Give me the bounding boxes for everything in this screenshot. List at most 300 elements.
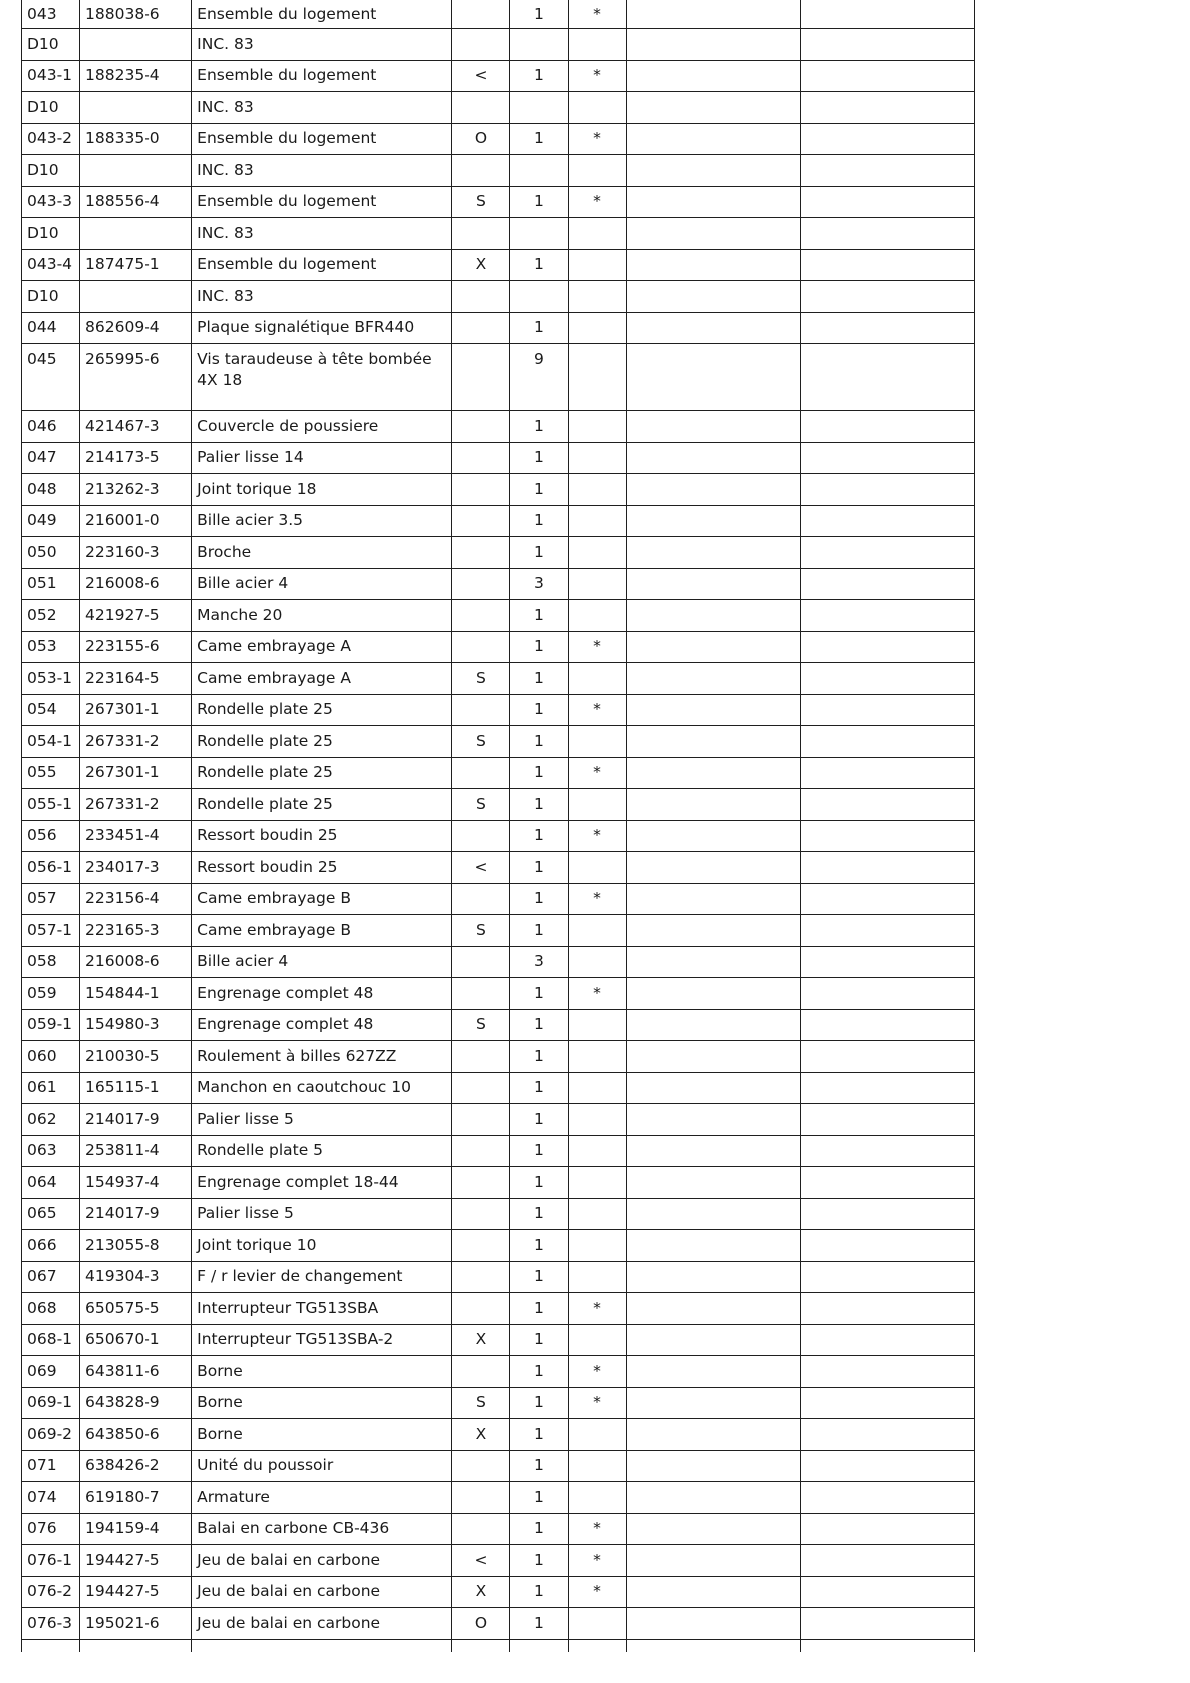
description-cell: Plaque signalétique BFR440 xyxy=(192,312,452,344)
notes-cell xyxy=(626,1135,800,1167)
notes-cell xyxy=(626,474,800,506)
description-cell: Rondelle plate 25 xyxy=(192,726,452,758)
marker-cell xyxy=(568,155,626,187)
quantity-cell: 1 xyxy=(510,312,568,344)
ref-number-cell: 059 xyxy=(22,978,80,1010)
parts-list-page xyxy=(21,0,975,1652)
notes-cell xyxy=(626,1293,800,1325)
table-row xyxy=(22,505,975,537)
empty-cell xyxy=(192,1639,452,1652)
quantity-cell: 1 xyxy=(510,537,568,569)
ref-number-cell: D10 xyxy=(22,92,80,124)
notes-cell xyxy=(800,312,974,344)
marker-cell xyxy=(568,1482,626,1514)
part-number-cell: 421927-5 xyxy=(80,600,192,632)
ref-number-cell: 044 xyxy=(22,312,80,344)
quantity-cell: 1 xyxy=(510,1324,568,1356)
part-number-cell: 862609-4 xyxy=(80,312,192,344)
part-number-cell: 223155-6 xyxy=(80,631,192,663)
marker-cell: * xyxy=(568,1356,626,1388)
description-cell: Rondelle plate 25 xyxy=(192,789,452,821)
table-row xyxy=(22,1576,975,1608)
quantity-cell: 1 xyxy=(510,1482,568,1514)
ref-number-cell: 064 xyxy=(22,1167,80,1199)
variant-code-cell xyxy=(452,1198,510,1230)
description-cell: INC. 83 xyxy=(192,92,452,124)
notes-cell xyxy=(800,344,974,411)
description-cell: Balai en carbone CB-436 xyxy=(192,1513,452,1545)
part-number-cell: 619180-7 xyxy=(80,1482,192,1514)
quantity-cell: 1 xyxy=(510,600,568,632)
marker-cell xyxy=(568,1009,626,1041)
part-number-cell: 267301-1 xyxy=(80,694,192,726)
marker-cell xyxy=(568,312,626,344)
variant-code-cell: X xyxy=(452,249,510,281)
notes-cell xyxy=(800,249,974,281)
notes-cell xyxy=(800,505,974,537)
part-number-cell: 267301-1 xyxy=(80,757,192,789)
marker-cell xyxy=(568,1261,626,1293)
ref-number-cell: 056 xyxy=(22,820,80,852)
part-number-cell: 223164-5 xyxy=(80,663,192,695)
notes-cell xyxy=(800,789,974,821)
notes-cell xyxy=(800,60,974,92)
variant-code-cell xyxy=(452,537,510,569)
notes-cell xyxy=(626,1104,800,1136)
marker-cell xyxy=(568,1324,626,1356)
notes-cell xyxy=(626,820,800,852)
notes-cell xyxy=(800,663,974,695)
marker-cell xyxy=(568,568,626,600)
quantity-cell: 3 xyxy=(510,568,568,600)
part-number-cell: 187475-1 xyxy=(80,249,192,281)
quantity-cell: 1 xyxy=(510,1167,568,1199)
table-row xyxy=(22,474,975,506)
table-row xyxy=(22,820,975,852)
marker-cell: * xyxy=(568,186,626,218)
quantity-cell: 1 xyxy=(510,978,568,1010)
table-row xyxy=(22,1356,975,1388)
notes-cell xyxy=(626,1545,800,1577)
notes-cell xyxy=(626,1041,800,1073)
table-row xyxy=(22,726,975,758)
ref-number-cell: 068 xyxy=(22,1293,80,1325)
notes-cell xyxy=(626,312,800,344)
ref-number-cell: 043 xyxy=(22,0,80,29)
part-number-cell: 643850-6 xyxy=(80,1419,192,1451)
description-cell: Broche xyxy=(192,537,452,569)
notes-cell xyxy=(626,155,800,187)
variant-code-cell: O xyxy=(452,123,510,155)
table-row xyxy=(22,694,975,726)
part-number-cell: 223165-3 xyxy=(80,915,192,947)
table-row xyxy=(22,1261,975,1293)
part-number-cell: 638426-2 xyxy=(80,1450,192,1482)
ref-number-cell: 053-1 xyxy=(22,663,80,695)
table-row xyxy=(22,1167,975,1199)
ref-number-cell: 055-1 xyxy=(22,789,80,821)
ref-number-cell: 067 xyxy=(22,1261,80,1293)
ref-number-cell: 068-1 xyxy=(22,1324,80,1356)
description-cell: Bille acier 4 xyxy=(192,946,452,978)
marker-cell xyxy=(568,915,626,947)
part-number-cell: 233451-4 xyxy=(80,820,192,852)
marker-cell xyxy=(568,281,626,313)
table-row xyxy=(22,1419,975,1451)
notes-cell xyxy=(800,1450,974,1482)
description-cell: Engrenage complet 18-44 xyxy=(192,1167,452,1199)
notes-cell xyxy=(800,1198,974,1230)
notes-cell xyxy=(626,29,800,61)
part-number-cell: 650670-1 xyxy=(80,1324,192,1356)
part-number-cell: 188038-6 xyxy=(80,0,192,29)
quantity-cell: 1 xyxy=(510,1072,568,1104)
table-row xyxy=(22,883,975,915)
table-row-partial xyxy=(22,1639,975,1652)
quantity-cell xyxy=(510,218,568,250)
ref-number-cell: 052 xyxy=(22,600,80,632)
description-cell: Palier lisse 14 xyxy=(192,442,452,474)
marker-cell xyxy=(568,1135,626,1167)
description-cell: Jeu de balai en carbone xyxy=(192,1545,452,1577)
variant-code-cell xyxy=(452,411,510,443)
notes-cell xyxy=(800,1167,974,1199)
notes-cell xyxy=(800,0,974,29)
table-row xyxy=(22,60,975,92)
notes-cell xyxy=(626,883,800,915)
ref-number-cell: 069 xyxy=(22,1356,80,1388)
variant-code-cell xyxy=(452,155,510,187)
notes-cell xyxy=(626,505,800,537)
notes-cell xyxy=(800,946,974,978)
notes-cell xyxy=(626,1513,800,1545)
quantity-cell: 1 xyxy=(510,1545,568,1577)
marker-cell xyxy=(568,29,626,61)
notes-cell xyxy=(626,1009,800,1041)
notes-cell xyxy=(626,123,800,155)
marker-cell: * xyxy=(568,0,626,29)
marker-cell xyxy=(568,1041,626,1073)
marker-cell xyxy=(568,1450,626,1482)
notes-cell xyxy=(626,1608,800,1640)
variant-code-cell xyxy=(452,978,510,1010)
table-row xyxy=(22,1387,975,1419)
part-number-cell: 421467-3 xyxy=(80,411,192,443)
notes-cell xyxy=(800,1293,974,1325)
quantity-cell: 1 xyxy=(510,123,568,155)
ref-number-cell: 057-1 xyxy=(22,915,80,947)
description-cell: Ensemble du logement xyxy=(192,123,452,155)
part-number-cell xyxy=(80,29,192,61)
quantity-cell: 1 xyxy=(510,820,568,852)
quantity-cell xyxy=(510,29,568,61)
description-cell: Borne xyxy=(192,1387,452,1419)
variant-code-cell: S xyxy=(452,789,510,821)
description-cell: Manche 20 xyxy=(192,600,452,632)
variant-code-cell xyxy=(452,1072,510,1104)
notes-cell xyxy=(626,1167,800,1199)
marker-cell xyxy=(568,1167,626,1199)
notes-cell xyxy=(626,631,800,663)
quantity-cell xyxy=(510,155,568,187)
ref-number-cell: 065 xyxy=(22,1198,80,1230)
description-cell: Came embrayage A xyxy=(192,631,452,663)
notes-cell xyxy=(626,694,800,726)
quantity-cell: 1 xyxy=(510,1293,568,1325)
part-number-cell: 154937-4 xyxy=(80,1167,192,1199)
ref-number-cell: 058 xyxy=(22,946,80,978)
part-number-cell xyxy=(80,92,192,124)
ref-number-cell: 050 xyxy=(22,537,80,569)
marker-cell: * xyxy=(568,694,626,726)
variant-code-cell: S xyxy=(452,726,510,758)
marker-cell: * xyxy=(568,1293,626,1325)
ref-number-cell: 074 xyxy=(22,1482,80,1514)
marker-cell xyxy=(568,411,626,443)
table-row xyxy=(22,1072,975,1104)
notes-cell xyxy=(626,186,800,218)
notes-cell xyxy=(626,344,800,411)
quantity-cell: 1 xyxy=(510,852,568,884)
marker-cell xyxy=(568,505,626,537)
quantity-cell: 9 xyxy=(510,344,568,411)
part-number-cell: 194159-4 xyxy=(80,1513,192,1545)
notes-cell xyxy=(626,218,800,250)
variant-code-cell xyxy=(452,442,510,474)
notes-cell xyxy=(800,411,974,443)
notes-cell xyxy=(800,1261,974,1293)
notes-cell xyxy=(800,1608,974,1640)
notes-cell xyxy=(626,946,800,978)
table-row xyxy=(22,218,975,250)
quantity-cell: 1 xyxy=(510,1198,568,1230)
quantity-cell: 1 xyxy=(510,442,568,474)
quantity-cell: 1 xyxy=(510,883,568,915)
notes-cell xyxy=(800,568,974,600)
quantity-cell: 1 xyxy=(510,1513,568,1545)
description-cell: INC. 83 xyxy=(192,29,452,61)
notes-cell xyxy=(800,852,974,884)
ref-number-cell: 056-1 xyxy=(22,852,80,884)
ref-number-cell: 063 xyxy=(22,1135,80,1167)
marker-cell: * xyxy=(568,883,626,915)
notes-cell xyxy=(800,694,974,726)
ref-number-cell: D10 xyxy=(22,29,80,61)
table-row xyxy=(22,852,975,884)
marker-cell: * xyxy=(568,1545,626,1577)
variant-code-cell xyxy=(452,694,510,726)
notes-cell xyxy=(626,757,800,789)
notes-cell xyxy=(626,1419,800,1451)
variant-code-cell: S xyxy=(452,1387,510,1419)
variant-code-cell: < xyxy=(452,852,510,884)
description-cell: Palier lisse 5 xyxy=(192,1198,452,1230)
marker-cell xyxy=(568,218,626,250)
notes-cell xyxy=(800,820,974,852)
part-number-cell: 194427-5 xyxy=(80,1545,192,1577)
ref-number-cell: 043-4 xyxy=(22,249,80,281)
notes-cell xyxy=(626,1072,800,1104)
part-number-cell: 195021-6 xyxy=(80,1608,192,1640)
variant-code-cell xyxy=(452,1041,510,1073)
ref-number-cell: D10 xyxy=(22,281,80,313)
part-number-cell xyxy=(80,281,192,313)
quantity-cell: 1 xyxy=(510,789,568,821)
quantity-cell xyxy=(510,281,568,313)
marker-cell: * xyxy=(568,123,626,155)
empty-cell xyxy=(452,1639,510,1652)
ref-number-cell: 076 xyxy=(22,1513,80,1545)
notes-cell xyxy=(626,789,800,821)
variant-code-cell xyxy=(452,0,510,29)
notes-cell xyxy=(626,1324,800,1356)
table-row xyxy=(22,1482,975,1514)
notes-cell xyxy=(626,281,800,313)
notes-cell xyxy=(800,29,974,61)
variant-code-cell xyxy=(452,820,510,852)
table-row xyxy=(22,1513,975,1545)
notes-cell xyxy=(800,186,974,218)
variant-code-cell xyxy=(452,92,510,124)
notes-cell xyxy=(800,1419,974,1451)
notes-cell xyxy=(626,1482,800,1514)
variant-code-cell: X xyxy=(452,1419,510,1451)
ref-number-cell: 060 xyxy=(22,1041,80,1073)
empty-cell xyxy=(80,1639,192,1652)
variant-code-cell xyxy=(452,883,510,915)
marker-cell xyxy=(568,1072,626,1104)
table-row xyxy=(22,1608,975,1640)
part-number-cell xyxy=(80,218,192,250)
ref-number-cell: 062 xyxy=(22,1104,80,1136)
description-cell: Ensemble du logement xyxy=(192,186,452,218)
ref-number-cell: 051 xyxy=(22,568,80,600)
part-number-cell: 267331-2 xyxy=(80,789,192,821)
table-row xyxy=(22,442,975,474)
notes-cell xyxy=(800,474,974,506)
part-number-cell: 213055-8 xyxy=(80,1230,192,1262)
quantity-cell: 1 xyxy=(510,1135,568,1167)
parts-table-body xyxy=(22,0,975,1652)
table-row xyxy=(22,1450,975,1482)
table-row xyxy=(22,1545,975,1577)
table-row xyxy=(22,600,975,632)
marker-cell xyxy=(568,92,626,124)
variant-code-cell: S xyxy=(452,915,510,947)
notes-cell xyxy=(626,600,800,632)
variant-code-cell xyxy=(452,1104,510,1136)
table-row xyxy=(22,568,975,600)
marker-cell xyxy=(568,344,626,411)
description-cell: Ensemble du logement xyxy=(192,60,452,92)
description-cell: Engrenage complet 48 xyxy=(192,1009,452,1041)
part-number-cell: 165115-1 xyxy=(80,1072,192,1104)
description-cell: Rondelle plate 5 xyxy=(192,1135,452,1167)
marker-cell xyxy=(568,474,626,506)
description-cell: Ensemble du logement xyxy=(192,0,452,29)
empty-cell xyxy=(626,1639,800,1652)
variant-code-cell xyxy=(452,757,510,789)
description-cell: Borne xyxy=(192,1419,452,1451)
quantity-cell: 1 xyxy=(510,186,568,218)
description-cell: Interrupteur TG513SBA xyxy=(192,1293,452,1325)
quantity-cell: 1 xyxy=(510,1450,568,1482)
notes-cell xyxy=(626,1261,800,1293)
table-row xyxy=(22,946,975,978)
ref-number-cell: 076-1 xyxy=(22,1545,80,1577)
notes-cell xyxy=(800,1135,974,1167)
notes-cell xyxy=(626,1356,800,1388)
notes-cell xyxy=(800,537,974,569)
table-row xyxy=(22,0,975,29)
part-number-cell: 214017-9 xyxy=(80,1104,192,1136)
marker-cell xyxy=(568,789,626,821)
quantity-cell: 1 xyxy=(510,1041,568,1073)
notes-cell xyxy=(800,218,974,250)
variant-code-cell: < xyxy=(452,1545,510,1577)
marker-cell xyxy=(568,442,626,474)
description-cell: Ressort boudin 25 xyxy=(192,820,452,852)
marker-cell xyxy=(568,1104,626,1136)
marker-cell xyxy=(568,600,626,632)
notes-cell xyxy=(626,92,800,124)
variant-code-cell xyxy=(452,1167,510,1199)
ref-number-cell: 047 xyxy=(22,442,80,474)
variant-code-cell xyxy=(452,631,510,663)
table-row xyxy=(22,1009,975,1041)
ref-number-cell: 069-2 xyxy=(22,1419,80,1451)
quantity-cell: 1 xyxy=(510,0,568,29)
part-number-cell: 194427-5 xyxy=(80,1576,192,1608)
notes-cell xyxy=(626,1387,800,1419)
marker-cell xyxy=(568,663,626,695)
description-cell: Borne xyxy=(192,1356,452,1388)
notes-cell xyxy=(800,1356,974,1388)
part-number-cell: 643811-6 xyxy=(80,1356,192,1388)
table-row xyxy=(22,1293,975,1325)
quantity-cell: 1 xyxy=(510,757,568,789)
notes-cell xyxy=(800,978,974,1010)
part-number-cell: 216008-6 xyxy=(80,568,192,600)
ref-number-cell: 043-1 xyxy=(22,60,80,92)
table-row xyxy=(22,757,975,789)
description-cell: Jeu de balai en carbone xyxy=(192,1576,452,1608)
ref-number-cell: 048 xyxy=(22,474,80,506)
notes-cell xyxy=(626,1198,800,1230)
quantity-cell: 1 xyxy=(510,1608,568,1640)
part-number-cell: 188335-0 xyxy=(80,123,192,155)
quantity-cell: 1 xyxy=(510,1261,568,1293)
part-number-cell: 253811-4 xyxy=(80,1135,192,1167)
marker-cell: * xyxy=(568,1513,626,1545)
ref-number-cell: 049 xyxy=(22,505,80,537)
description-cell: Vis taraudeuse à tête bombée 4X 18 xyxy=(192,344,452,411)
description-cell: Came embrayage B xyxy=(192,883,452,915)
table-row xyxy=(22,1324,975,1356)
marker-cell xyxy=(568,726,626,758)
marker-cell xyxy=(568,249,626,281)
quantity-cell: 1 xyxy=(510,726,568,758)
table-row xyxy=(22,789,975,821)
table-row xyxy=(22,92,975,124)
parts-table xyxy=(21,0,975,1652)
notes-cell xyxy=(626,663,800,695)
description-cell: Roulement à billes 627ZZ xyxy=(192,1041,452,1073)
part-number-cell: 154844-1 xyxy=(80,978,192,1010)
table-row xyxy=(22,312,975,344)
quantity-cell: 1 xyxy=(510,249,568,281)
notes-cell xyxy=(800,281,974,313)
